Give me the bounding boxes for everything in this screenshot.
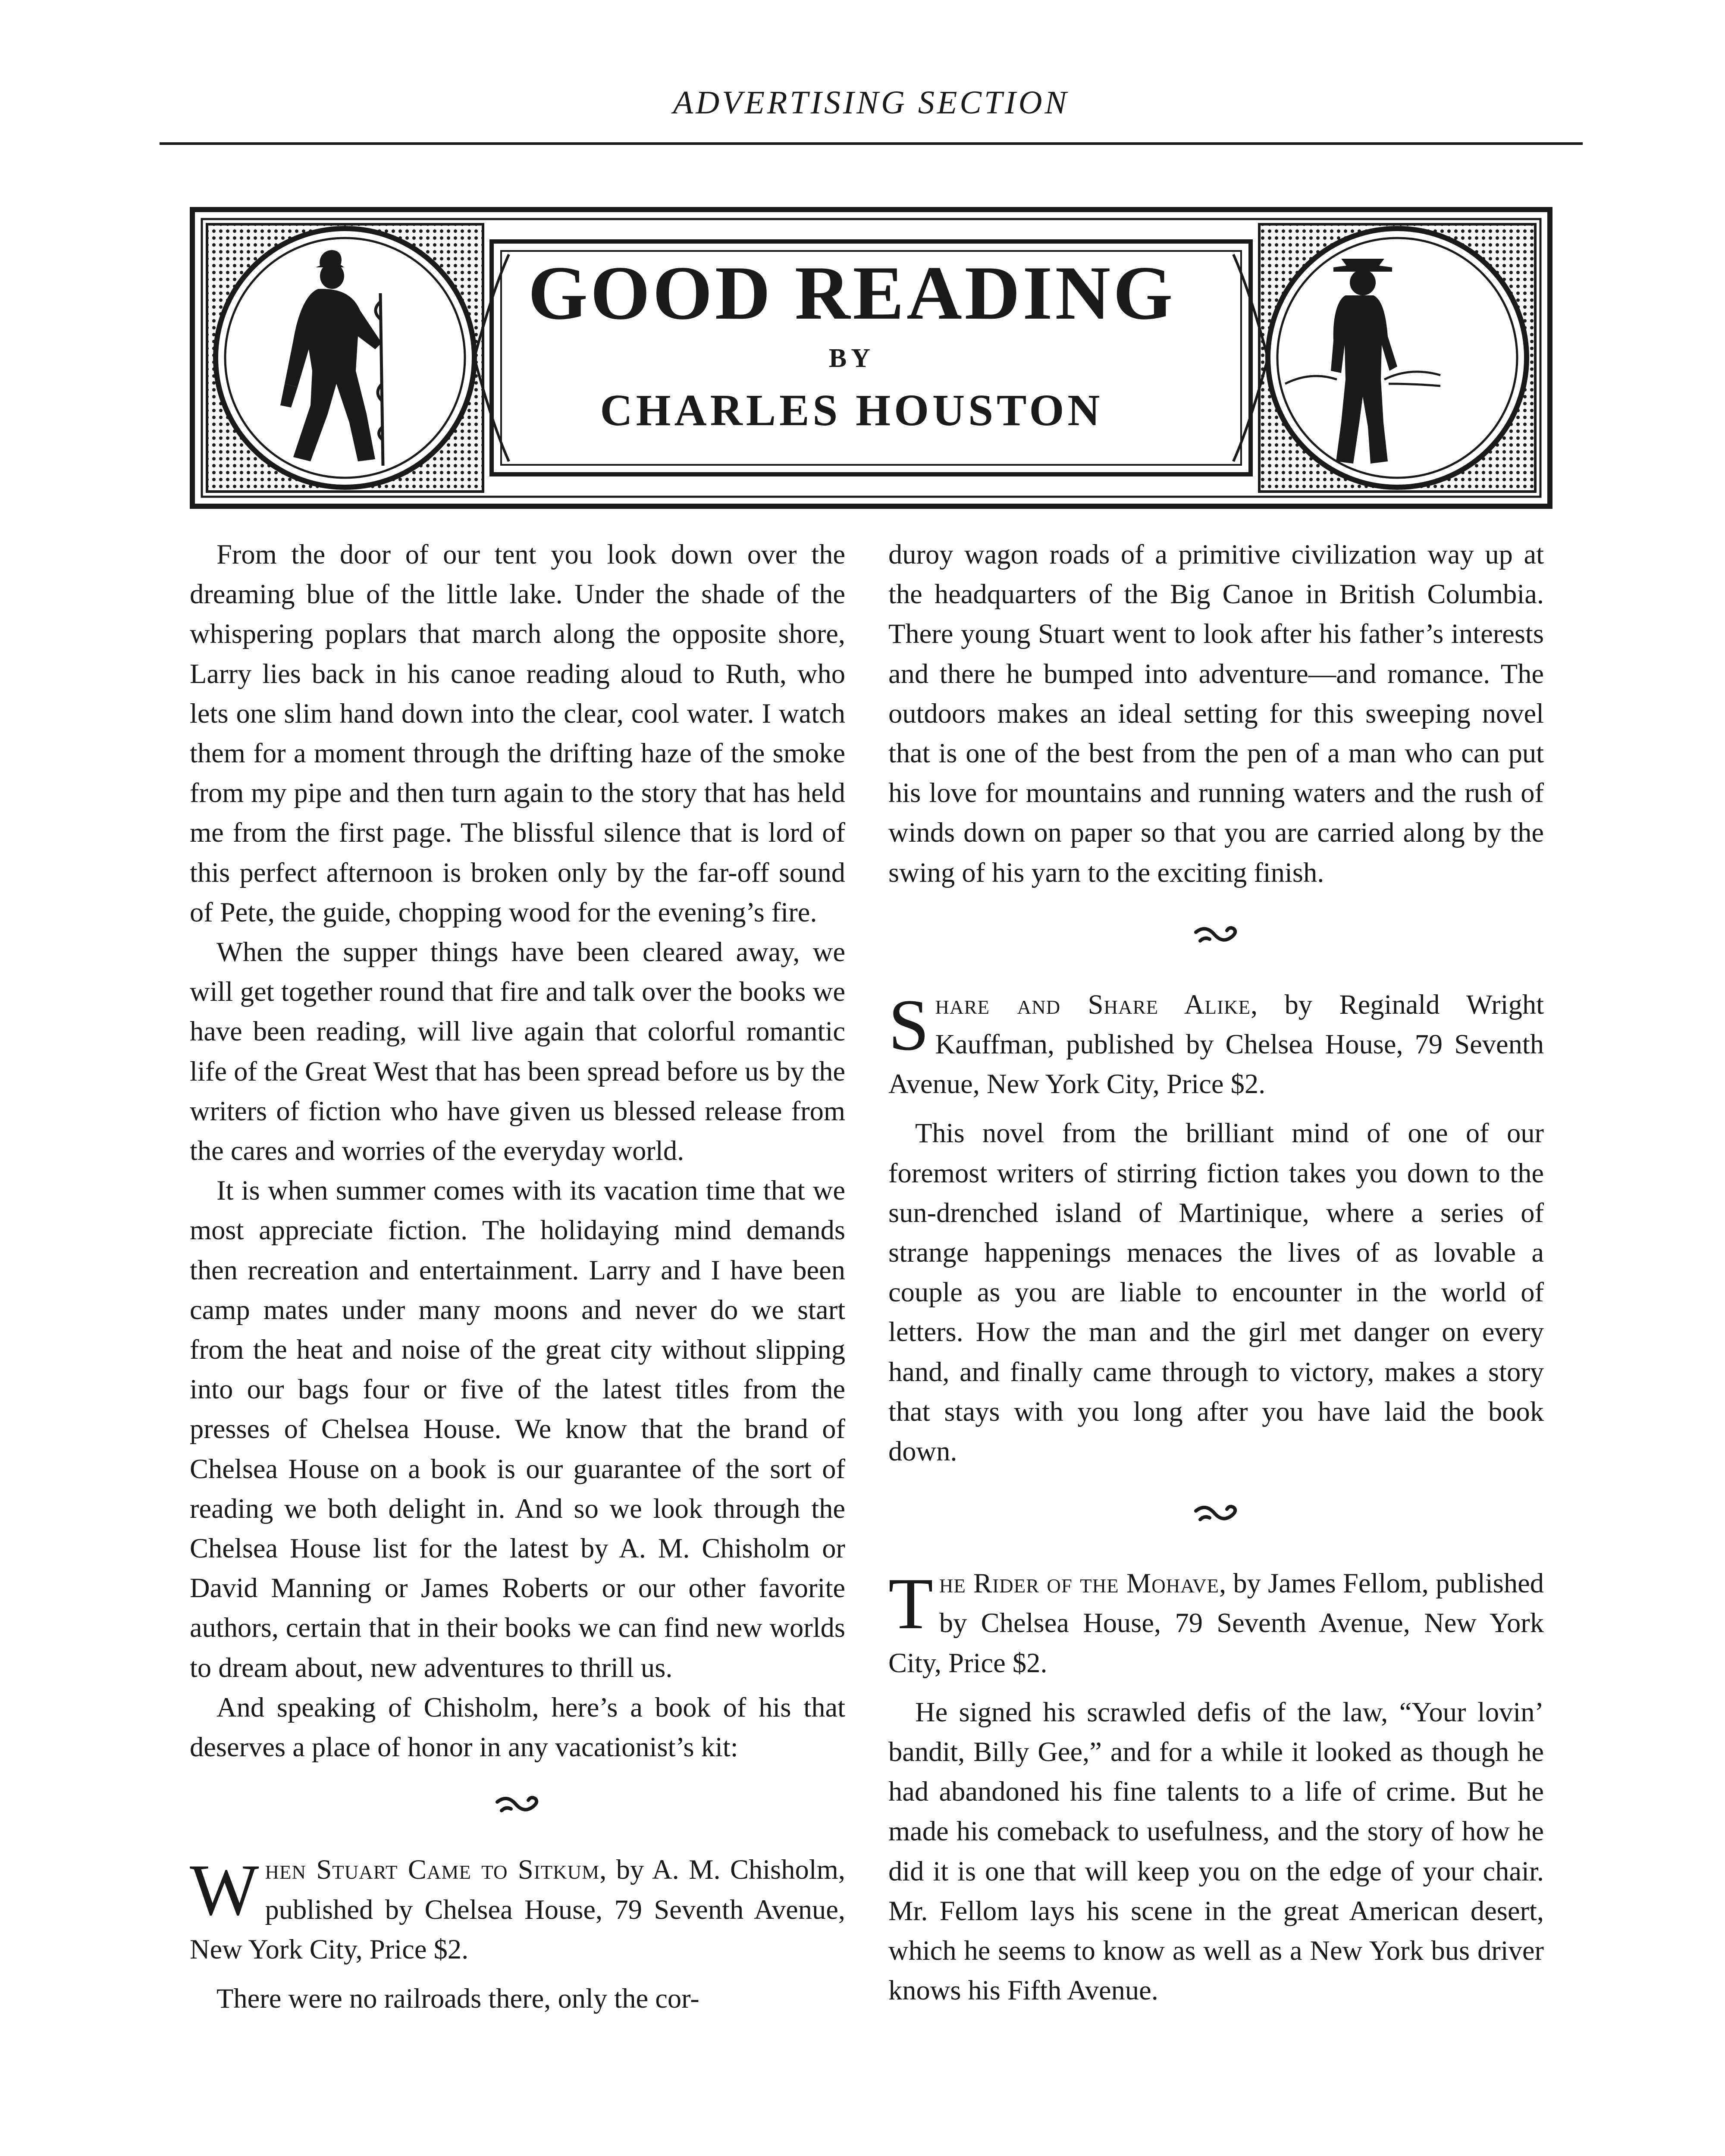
drop-cap: T: [888, 1563, 933, 1645]
book-title: he Rider of the Mohave: [939, 1568, 1219, 1599]
banner-byline: BY: [828, 344, 875, 373]
swash-ornament-icon: [494, 1793, 541, 1818]
book-title: hare and Share Alike: [935, 989, 1251, 1020]
paragraph: It is when summer comes with its vacation time that we most appreciate fiction. The holidaying mind demands then recreation and entertainment. Larry and I have been camp mates under many moons and never do we start from the heat and noise of the great city without slipping into our bags four or five of the latest titles from the presses of Chelsea House. We know that the brand of Chelsea House on a book is our guarantee of the sort of reading we both delight in. And so we look through the Chelsea House list for the latest by A. M. Chisholm or David Manning or James Roberts or our other favorite authors, certain that in their books we can find new worlds to dream about, new adventures to thrill us.: [190, 1175, 845, 1683]
paragraph: When the supper things have been cleared away, we will get together round that fire and talk over the books we have been reading, will live again that colorful romantic life of the Great West that has been spread before us by the writers of fiction who have given us blessed release from the cares and worries of the everyday world.: [190, 937, 845, 1166]
book-entry: [190, 1850, 845, 1969]
swash-ornament-icon: [1192, 924, 1240, 948]
book-entry: [888, 985, 1544, 1104]
paragraph: This novel from the brilliant mind of one of our foremost writers of stirring fiction takes you down to the sun-drenched island of Martinique, where a series of strange happenings menaces the lives of as lovable a couple as you are liable to encounter in the world of letters. How the man and the girl met danger on every hand, and finally came through to victory, makes a story that stays with you long after you have laid the book down.: [888, 1118, 1544, 1467]
paragraph: There were no railroads there, only the cor-: [216, 1983, 699, 2014]
section-divider: [888, 1471, 1544, 1557]
drop-cap: W: [190, 1849, 259, 1931]
right-column: [888, 535, 1544, 2011]
drop-cap: S: [888, 984, 929, 1065]
cowboy-silhouette-icon: [1276, 241, 1449, 474]
banner-title: GOOD READING: [528, 250, 1176, 335]
paragraph: From the door of our tent you look down over the dreaming blue of the little lake. Under the shade of the whispering poplars that march along the opposite shore, Larry lies back in his canoe reading aloud to Ruth, who lets one slim hand down into the clear, cool water. I watch them for a moment through the drifting haze of the smoke from my pipe and then turn again to the story that has held me from the first page. The blissful silence that is lord of this perfect afternoon is broken only by the far-off sound of Pete, the guide, chopping wood for the evening’s fire.: [190, 539, 845, 928]
paragraph: duroy wagon roads of a primitive civilization way up at the headquarters of the Big Canoe in British Columbia. There young Stuart went to look after his father’s interests and there he bumped into adventure—and romance. The outdoors makes an ideal setting for this sweeping novel that is one of the best from the pen of a man who can put his love for mountains and running waters and the rush of winds down on paper so that you are carried along by the swing of his yarn to the exciting finish.: [888, 539, 1544, 888]
header-rule: [160, 142, 1583, 145]
running-head: ADVERTISING SECTION: [673, 85, 1070, 121]
section-divider: [190, 1767, 845, 1844]
paragraph: And speaking of Chisholm, here’s a book of his that deserves a place of honor in any vacationist’s kit:: [190, 1692, 845, 1763]
book-title: hen Stuart Came to Sitkum: [265, 1854, 600, 1885]
section-divider: [888, 893, 1544, 979]
book-details: , by Reginald Wright Kauffman, published by Chelsea House, 79 Seventh Avenue, New York City, Price $2.: [888, 989, 1544, 1100]
book-entry: [888, 1564, 1544, 1683]
book-details: , by James Fellom, published by Chelsea House, 79 Seventh Avenue, New York City, Price $2.: [888, 1568, 1544, 1678]
hiker-silhouette-icon: [267, 241, 423, 474]
banner-author: CHARLES HOUSTON: [600, 385, 1104, 435]
paragraph: He signed his scrawled defis of the law, “Your lovin’ bandit, Billy Gee,” and for a while it looked as though he had abandoned his fine talents to a life of crime. But he made his comeback to usefulness, and the story of how he did it is one that will keep you on the edge of your chair. Mr. Fellom lays his scene in the great American desert, which he seems to know as well as a New York bus driver knows his Fifth Avenue.: [888, 1696, 1544, 2006]
book-details: , by A. M. Chisholm, published by Chelsea House, 79 Seventh Avenue, New York City, Price $2.: [190, 1854, 845, 1965]
swash-ornament-icon: [1192, 1502, 1240, 1526]
left-column: [190, 535, 845, 2018]
